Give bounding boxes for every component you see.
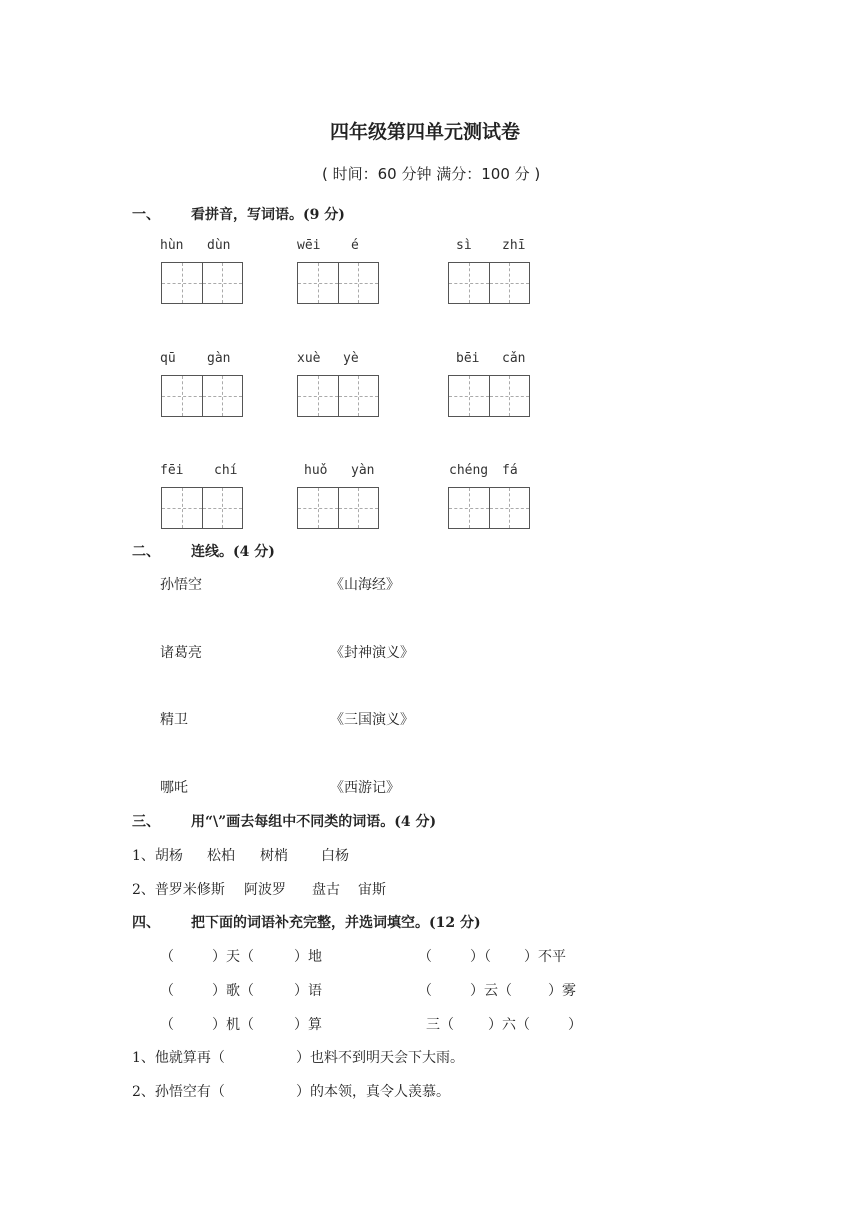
writing-boxes[interactable] — [297, 375, 379, 417]
pinyin: cǎn — [502, 351, 526, 366]
page-subtitle: ( 时间：60 分钟 满分：100 分 ) — [322, 165, 541, 183]
word-item[interactable]: 2、普罗米修斯 — [132, 882, 225, 898]
match-right-item[interactable]: 《三国演义》 — [330, 712, 414, 728]
idiom-part: （ — [418, 983, 432, 999]
writing-boxes[interactable] — [297, 262, 379, 304]
section-4-heading: 把下面的词语补充完整，并选词填空。(12 分) — [191, 915, 481, 931]
idiom-part: （ — [160, 983, 174, 999]
fill-sentence-end: ）的本领，真令人羡慕。 — [296, 1084, 450, 1100]
fill-sentence-end: ）也料不到明天会下大雨。 — [296, 1050, 464, 1066]
fill-sentence-start: 1、他就算再（ — [132, 1050, 225, 1066]
writing-boxes[interactable] — [161, 262, 243, 304]
idiom-part: ）（ — [470, 949, 491, 965]
pinyin: zhī — [502, 238, 526, 253]
writing-boxes[interactable] — [448, 262, 530, 304]
writing-boxes[interactable] — [297, 487, 379, 529]
page-title: 四年级第四单元测试卷 — [330, 121, 521, 143]
idiom-part: ）地 — [294, 949, 322, 965]
word-item[interactable]: 盘古 — [312, 882, 340, 898]
section-3-heading: 用“\”画去每组中不同类的词语。(4 分) — [191, 814, 437, 830]
word-item[interactable]: 阿波罗 — [244, 882, 286, 898]
pinyin: hùn — [160, 238, 184, 253]
pinyin: fá — [502, 463, 518, 478]
idiom-part: 三（ — [426, 1017, 454, 1033]
idiom-part: （ — [418, 949, 432, 965]
pinyin: bēi — [456, 351, 480, 366]
idiom-part: ）算 — [294, 1017, 322, 1033]
idiom-part: ）云（ — [470, 983, 512, 999]
word-item[interactable]: 宙斯 — [358, 882, 386, 898]
match-right-item[interactable]: 《山海经》 — [330, 577, 400, 593]
pinyin: dùn — [207, 238, 231, 253]
pinyin: sì — [456, 238, 472, 253]
pinyin: gàn — [207, 351, 231, 366]
idiom-part: ）语 — [294, 983, 322, 999]
pinyin: wēi — [297, 238, 321, 253]
match-left-item[interactable]: 哪吒 — [160, 780, 188, 796]
pinyin: xuè — [297, 351, 321, 366]
idiom-part: ）雾 — [548, 983, 576, 999]
pinyin: huǒ — [304, 463, 328, 478]
pinyin: é — [351, 238, 359, 253]
idiom-part: ）机（ — [212, 1017, 254, 1033]
writing-boxes[interactable] — [161, 487, 243, 529]
match-right-item[interactable]: 《封神演义》 — [330, 645, 414, 661]
pinyin: yàn — [351, 463, 375, 478]
idiom-part: ）不平 — [524, 949, 566, 965]
pinyin: yè — [343, 351, 359, 366]
pinyin: qū — [160, 351, 176, 366]
pinyin: fēi — [160, 463, 184, 478]
section-3-number: 三、 — [132, 814, 160, 830]
word-item[interactable]: 松柏 — [207, 848, 235, 864]
writing-boxes[interactable] — [448, 487, 530, 529]
idiom-part: ）六（ — [488, 1017, 530, 1033]
word-item[interactable]: 白杨 — [321, 848, 349, 864]
section-1-heading: 看拼音，写词语。(9 分) — [191, 207, 345, 223]
writing-boxes[interactable] — [161, 375, 243, 417]
idiom-part: ）歌（ — [212, 983, 254, 999]
section-1-number: 一、 — [132, 207, 160, 223]
match-right-item[interactable]: 《西游记》 — [330, 780, 400, 796]
word-item[interactable]: 1、胡杨 — [132, 848, 183, 864]
pinyin: chí — [214, 463, 238, 478]
section-2-heading: 连线。(4 分) — [191, 544, 275, 560]
fill-sentence-start: 2、孙悟空有（ — [132, 1084, 225, 1100]
idiom-part: （ — [160, 949, 174, 965]
idiom-part: （ — [160, 1017, 174, 1033]
section-4-number: 四、 — [132, 915, 160, 931]
match-left-item[interactable]: 诸葛亮 — [160, 645, 202, 661]
word-item[interactable]: 树梢 — [260, 848, 288, 864]
pinyin: chéng — [449, 463, 489, 478]
idiom-part: ） — [568, 1017, 582, 1033]
writing-boxes[interactable] — [448, 375, 530, 417]
section-2-number: 二、 — [132, 544, 160, 560]
match-left-item[interactable]: 精卫 — [160, 712, 188, 728]
idiom-part: ）天（ — [212, 949, 254, 965]
match-left-item[interactable]: 孙悟空 — [160, 577, 202, 593]
